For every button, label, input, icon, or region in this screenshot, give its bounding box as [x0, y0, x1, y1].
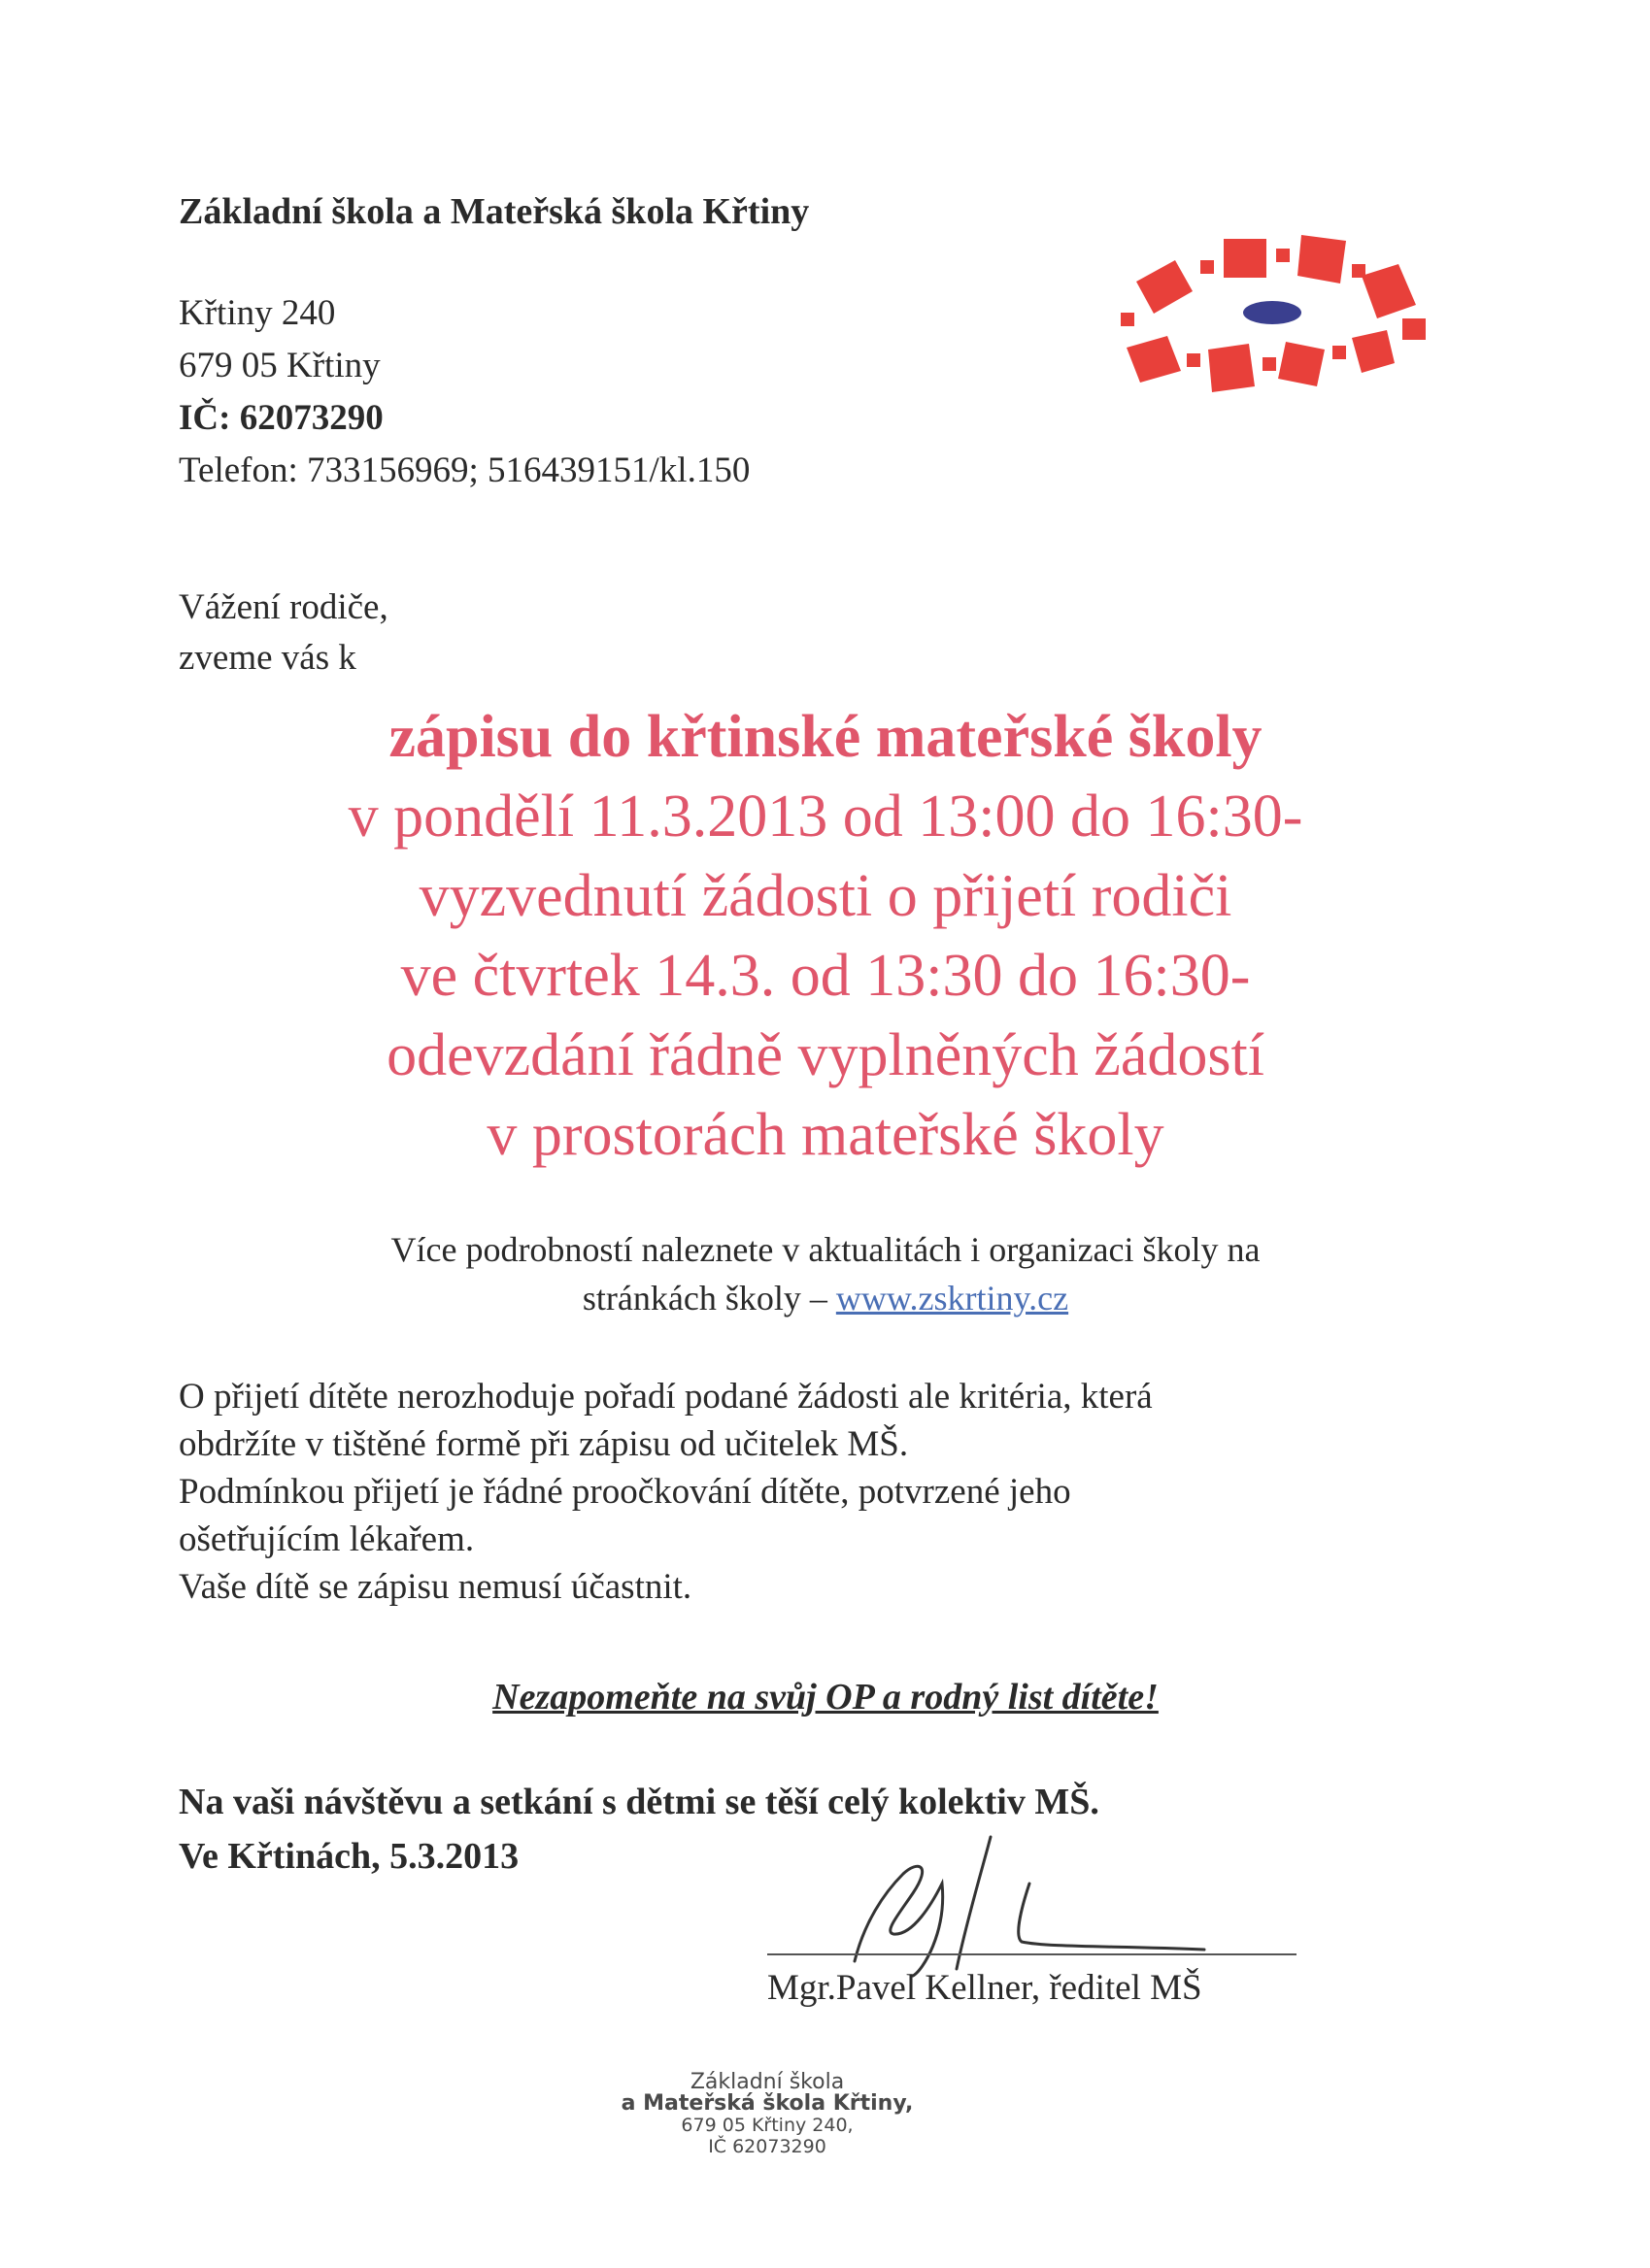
address-city: 679 05 Křtiny — [179, 346, 381, 385]
address-block — [179, 287, 750, 497]
criteria-line: Vaše dítě se zápisu nemusí účastnit. — [179, 1567, 692, 1607]
phone: Telefon: 733156969; 516439151/kl.150 — [179, 450, 751, 490]
headline-line: v prostorách mateřské školy — [487, 1102, 1164, 1168]
salutation-line: Vážení rodiče, — [179, 587, 388, 627]
salutation-line: zveme vás k — [179, 638, 356, 678]
criteria-line: Podmínkou přijetí je řádné proočkování dítěte, potvrzené jeho — [179, 1472, 1071, 1512]
school-stamp — [524, 2072, 1010, 2157]
reminder: Nezapomeňte na svůj OP a rodný list dítěte! — [492, 1677, 1159, 1718]
headline-line: ve čtvrtek 14.3. od 13:30 do 16:30- — [400, 943, 1251, 1009]
signature-icon — [796, 1825, 1263, 1981]
stamp-line: 679 05 Křtiny 240, — [681, 2115, 854, 2136]
signer-name: Mgr.Pavel Kellner, ředitel MŠ — [767, 1968, 1202, 2008]
date-line: Ve Křtinách, 5.3.2013 — [179, 1836, 520, 1877]
headline-line: v pondělí 11.3.2013 od 13:00 do 16:30- — [348, 784, 1303, 850]
school-name: Základní škola a Mateřská škola Křtiny — [179, 191, 810, 232]
more-info-line: Více podrobností naleznete v aktualitách i organizaci školy na — [390, 1230, 1261, 1269]
enrollment-announcement — [97, 697, 1554, 1175]
more-info-line — [97, 1274, 1554, 1322]
criteria-paragraph — [179, 1373, 1480, 1611]
company-id: IČ: 62073290 — [179, 398, 384, 438]
website-link[interactable]: www.zskrtiny.cz — [835, 1279, 1069, 1317]
headline-line: vyzvednutí žádosti o přijetí rodiči — [419, 863, 1232, 929]
salutation — [179, 583, 388, 684]
more-info-prefix: stránkách školy – — [582, 1279, 836, 1317]
stamp-line: IČ 62073290 — [708, 2136, 826, 2157]
school-logo-icon — [1107, 221, 1437, 396]
stamp-line: Základní škola — [690, 2070, 845, 2094]
signature-line — [767, 1953, 1296, 1955]
criteria-line: obdržíte v tištěné formě při zápisu od učitelek MŠ. — [179, 1424, 909, 1464]
more-info — [97, 1225, 1554, 1322]
headline-line: odevzdání řádně vyplněných žádostí — [387, 1022, 1264, 1088]
criteria-line: ošetřujícím lékařem. — [179, 1519, 475, 1559]
address-street: Křtiny 240 — [179, 293, 336, 333]
closing-line: Na vaši návštěvu a setkání s dětmi se těší celý kolektiv MŠ. — [179, 1782, 1099, 1822]
criteria-line: O přijetí dítěte nerozhoduje pořadí podané žádosti ale kritéria, která — [179, 1377, 1153, 1417]
stamp-line: a Mateřská škola Křtiny, — [621, 2091, 914, 2116]
headline-title: zápisu do křtinské mateřské školy — [388, 704, 1263, 770]
